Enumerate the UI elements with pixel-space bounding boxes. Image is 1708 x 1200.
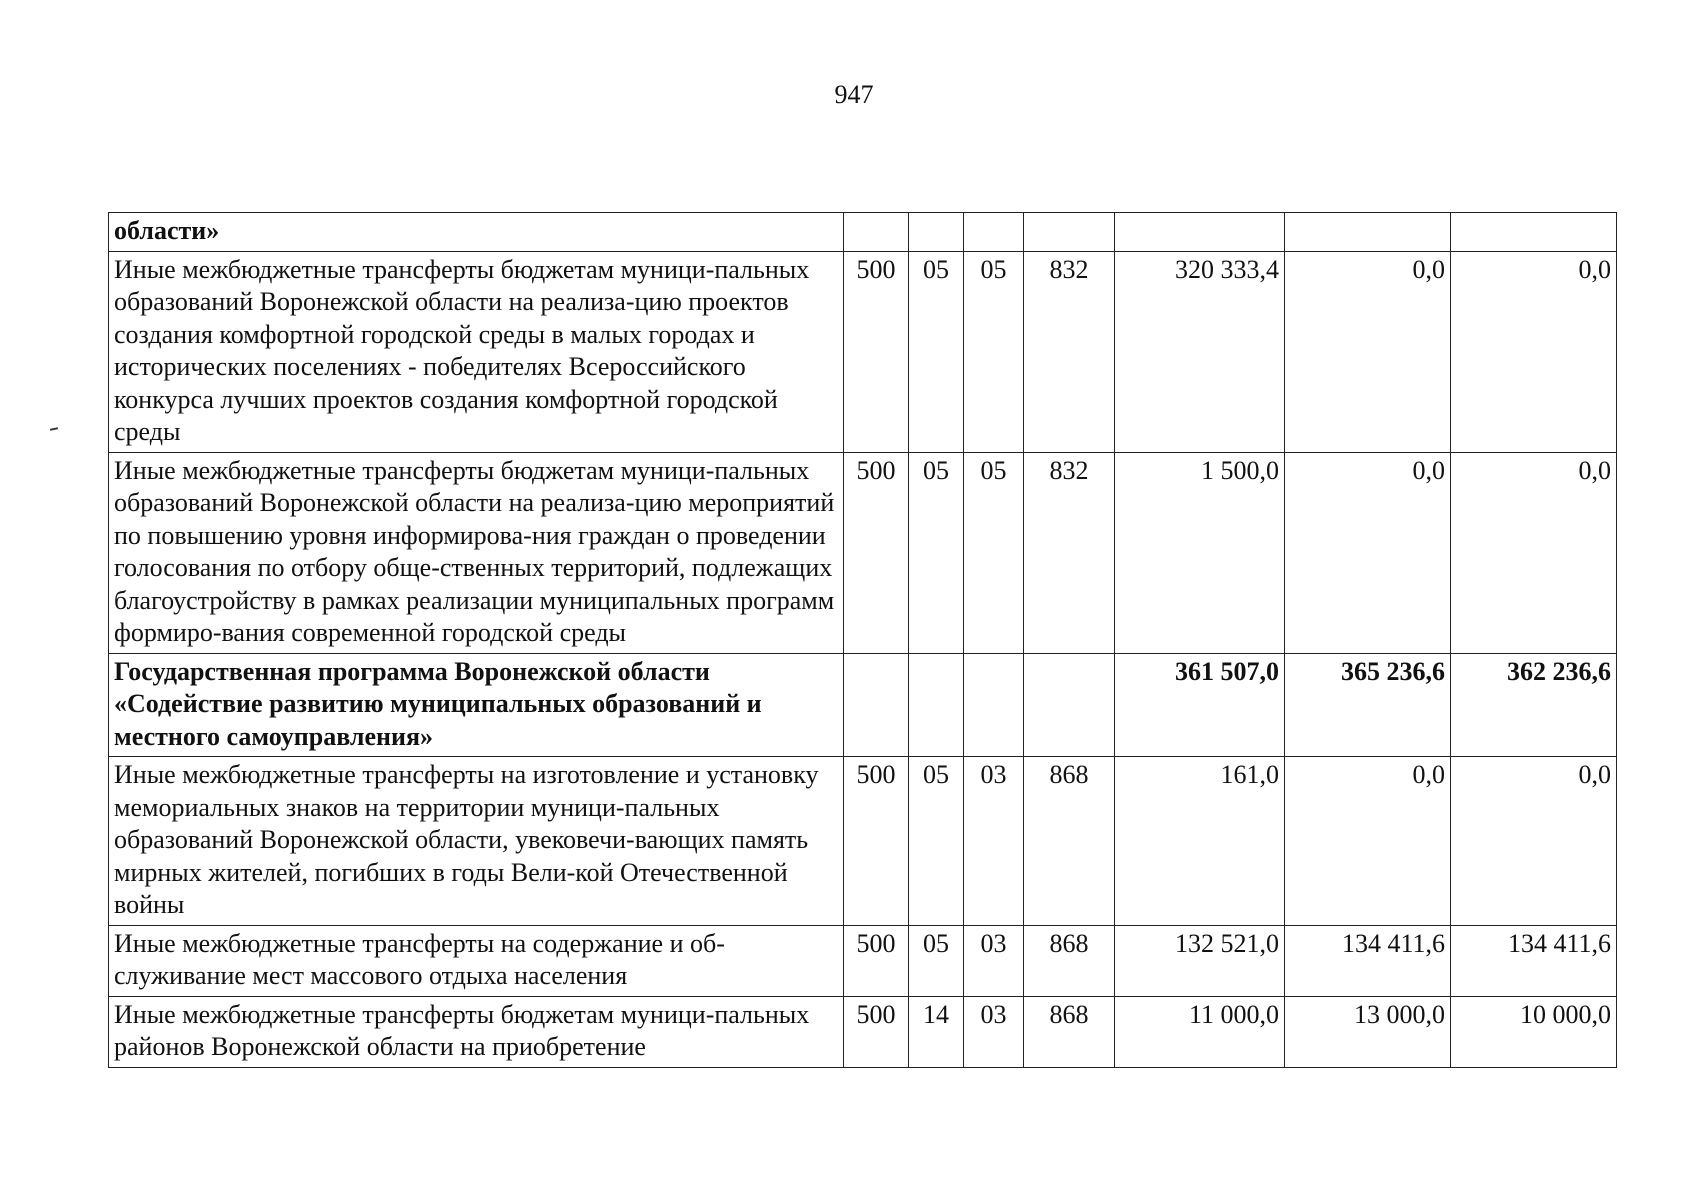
cell-code-vr: 868 [1024,996,1115,1067]
cell-amount-year-1: 320 333,4 [1115,251,1285,452]
cell-code-grbs [844,213,909,252]
cell-code-vr: 868 [1024,925,1115,996]
cell-code-vr: 832 [1024,452,1115,653]
budget-table [108,212,1617,1068]
cell-amount-year-3: 0,0 [1451,757,1617,926]
cell-amount-year-2: 365 236,6 [1285,653,1451,757]
cell-amount-year-1 [1115,213,1285,252]
table-row [109,251,1617,452]
cell-code-rz: 05 [909,452,964,653]
cell-amount-year-2: 0,0 [1285,452,1451,653]
cell-code-vr [1024,213,1115,252]
cell-amount-year-3: 0,0 [1451,251,1617,452]
cell-amount-year-3: 134 411,6 [1451,925,1617,996]
cell-code-grbs: 500 [844,757,909,926]
cell-description: Иные межбюджетные трансферты на изготовление и установку мемориальных знаков на территории муници-пальных образований Воронежской области, увековечи-вающих память мирных жителей, погибших в годы Вели-кой Отечественной войны [109,757,844,926]
cell-code-pr: 05 [964,251,1024,452]
cell-amount-year-1: 1 500,0 [1115,452,1285,653]
cell-code-grbs: 500 [844,925,909,996]
cell-code-grbs: 500 [844,251,909,452]
cell-amount-year-1: 361 507,0 [1115,653,1285,757]
cell-amount-year-3: 10 000,0 [1451,996,1617,1067]
cell-code-rz [909,213,964,252]
cell-code-grbs: 500 [844,452,909,653]
table-row [109,452,1617,653]
cell-code-pr: 03 [964,996,1024,1067]
cell-amount-year-3 [1451,213,1617,252]
table-row [109,213,1617,252]
cell-code-pr: 03 [964,925,1024,996]
cell-code-rz: 05 [909,757,964,926]
cell-code-grbs: 500 [844,996,909,1067]
cell-amount-year-2: 134 411,6 [1285,925,1451,996]
cell-description: Иные межбюджетные трансферты бюджетам муници-пальных образований Воронежской области на реализа-цию мероприятий по повышению уровня информирова-ния граждан о проведении голосования по отбору обще-ственных территорий, подлежащих благоустройству в рамках реализации муниципальных программ формиро-вания современной городской среды [109,452,844,653]
cell-amount-year-2: 0,0 [1285,251,1451,452]
table-row [109,996,1617,1067]
cell-description: области» [109,213,844,252]
cell-amount-year-1: 132 521,0 [1115,925,1285,996]
cell-amount-year-2: 13 000,0 [1285,996,1451,1067]
cell-code-pr: 05 [964,452,1024,653]
cell-amount-year-3: 362 236,6 [1451,653,1617,757]
table-row [109,757,1617,926]
table-body [109,213,1617,1068]
cell-code-vr [1024,653,1115,757]
cell-code-vr: 832 [1024,251,1115,452]
cell-amount-year-3: 0,0 [1451,452,1617,653]
cell-amount-year-2: 0,0 [1285,757,1451,926]
table-row [109,925,1617,996]
page-number: 947 [834,80,874,109]
cell-amount-year-2 [1285,213,1451,252]
cell-description: Государственная программа Воронежской области «Содействие развитию муниципальных образований и местного самоуправления» [109,653,844,757]
cell-code-rz: 05 [909,251,964,452]
cell-code-pr [964,653,1024,757]
table-row [109,653,1617,757]
cell-amount-year-1: 11 000,0 [1115,996,1285,1067]
cell-code-vr: 868 [1024,757,1115,926]
cell-code-rz: 05 [909,925,964,996]
cell-description: Иные межбюджетные трансферты на содержание и об-служивание мест массового отдыха населения [109,925,844,996]
cell-code-rz [909,653,964,757]
cell-code-pr: 03 [964,757,1024,926]
cell-code-rz: 14 [909,996,964,1067]
cell-code-pr [964,213,1024,252]
cell-code-grbs [844,653,909,757]
cell-amount-year-1: 161,0 [1115,757,1285,926]
cell-description: Иные межбюджетные трансферты бюджетам муници-пальных районов Воронежской области на приобретение [109,996,844,1067]
stray-mark [50,427,58,431]
cell-description: Иные межбюджетные трансферты бюджетам муници-пальных образований Воронежской области на реализа-цию проектов создания комфортной городской среды в малых городах и исторических поселениях - победителях Всероссийского конкурса лучших проектов создания комфортной городской среды [109,251,844,452]
